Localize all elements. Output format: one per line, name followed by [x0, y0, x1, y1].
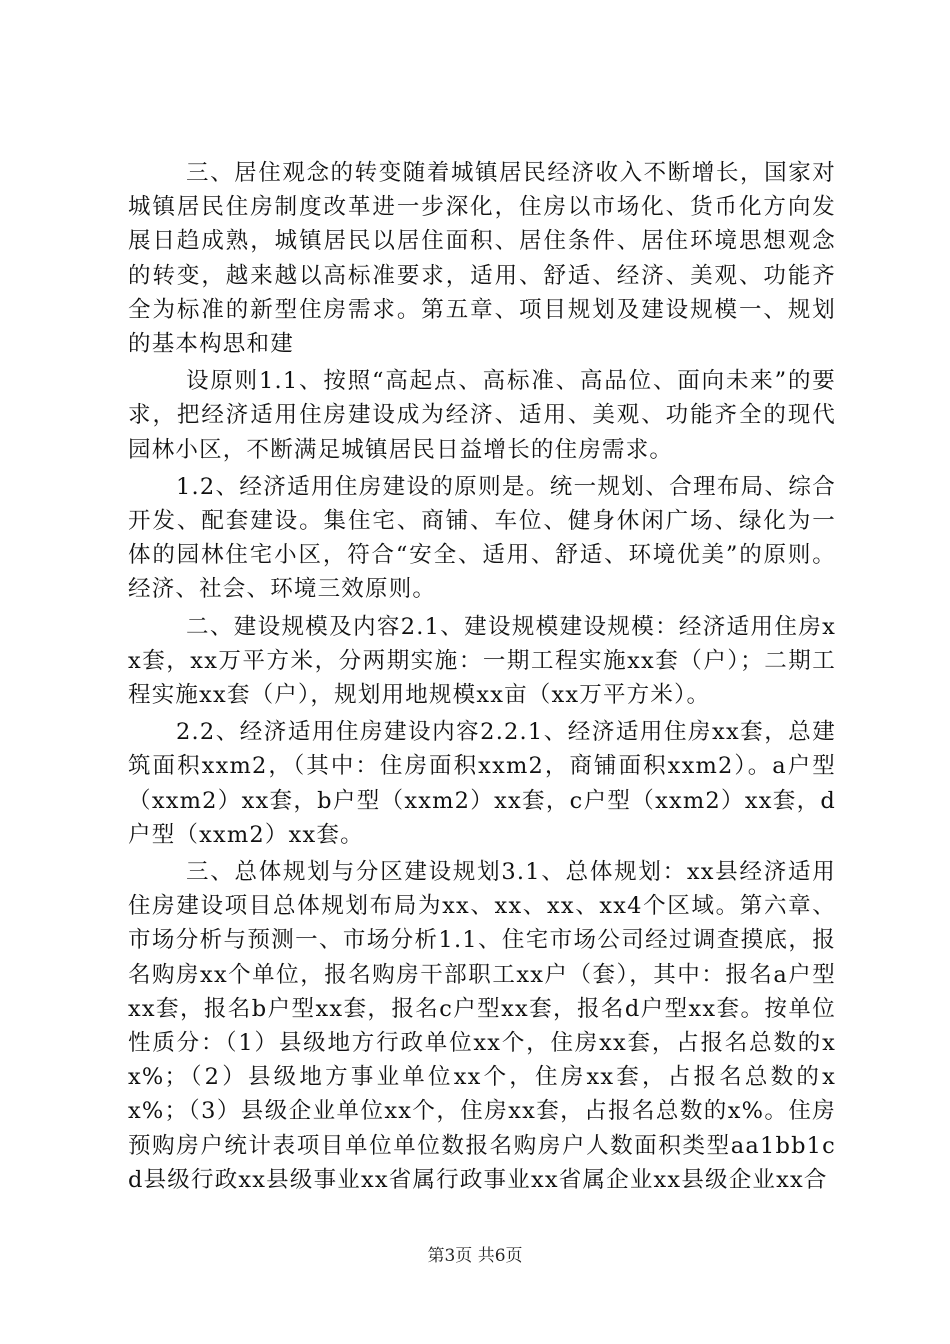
paragraph-housing-concept: 三、居住观念的转变随着城镇居民经济收入不断增长，国家对城镇居民住房制度改革进一步深化，住房以市场化、货币化方向发展日趋成熟，城镇居民以居住面积、居住条件、居住环境思想观念的转变，越来越以高标准要求，适用、舒适、经济、美观、功能齐全为标准的新型住房需求。第五章、项目规划及建设规模一、规划的基本构思和建: [128, 160, 836, 358]
paragraph-construction-scale: 二、建设规模及内容2.1、建设规模建设规模：经济适用住房xx套，xx万平方米，分两期实施：一期工程实施xx套（户）；二期工程实施xx套（户），规划用地规模xx亩（xx万平方米）。: [128, 613, 836, 709]
paragraph-design-principles: 设原则1.1、按照“高起点、高标准、高品位、面向未来”的要求，把经济适用住房建设成为经济、适用、美观、功能齐全的现代园林小区，不断满足城镇居民日益增长的住房需求。: [128, 368, 836, 463]
paragraph-construction-principles: 1.2、经济适用住房建设的原则是。统一规划、合理布局、综合开发、配套建设。集住宅、商铺、车位、健身休闲广场、绿化为一体的园林住宅小区，符合“安全、适用、舒适、环境优美”的原则。经济、社会、环境三效原则。: [128, 473, 836, 603]
paragraph-overall-planning: 三、总体规划与分区建设规划3.1、总体规划：xx县经济适用住房建设项目总体规划布局为xx、xx、xx、xx4个区域。第六章、市场分析与预测一、市场分析1.1、住宅市场公司经过调查摸底，报名购房xx个单位，报名购房干部职工xx户（套），其中：报名a户型xx套，报名b户型xx套，报名c户型xx套，报名d户型xx套。按单位性质分：（1）县级地方行政单位xx个，住房xx套，占报名总数的xx%；（2）县级地方事业单位xx个，住房xx套，占报名总数的xx%；（3）县级企业单位xx个，住房xx套，占报名总数的x%。住房预购房户统计表项目单位单位数报名购房户人数面积类型aa1bb1cd县级行政xx县级事业xx省属行政事业xx省属企业xx县级企业xx合: [128, 859, 836, 1193]
document-body: [128, 156, 836, 1200]
page-number-footer: 第3页 共6页: [427, 1246, 523, 1266]
paragraph-construction-content: 2.2、经济适用住房建设内容2.2.1、经济适用住房xx套，总建筑面积xxm2，（其中：住房面积xxm2，商铺面积xxm2）。a户型（xxm2）xx套，b户型（xxm2）xx套，c户型（xxm2）xx套，d户型（xxm2）xx套。: [128, 719, 836, 848]
